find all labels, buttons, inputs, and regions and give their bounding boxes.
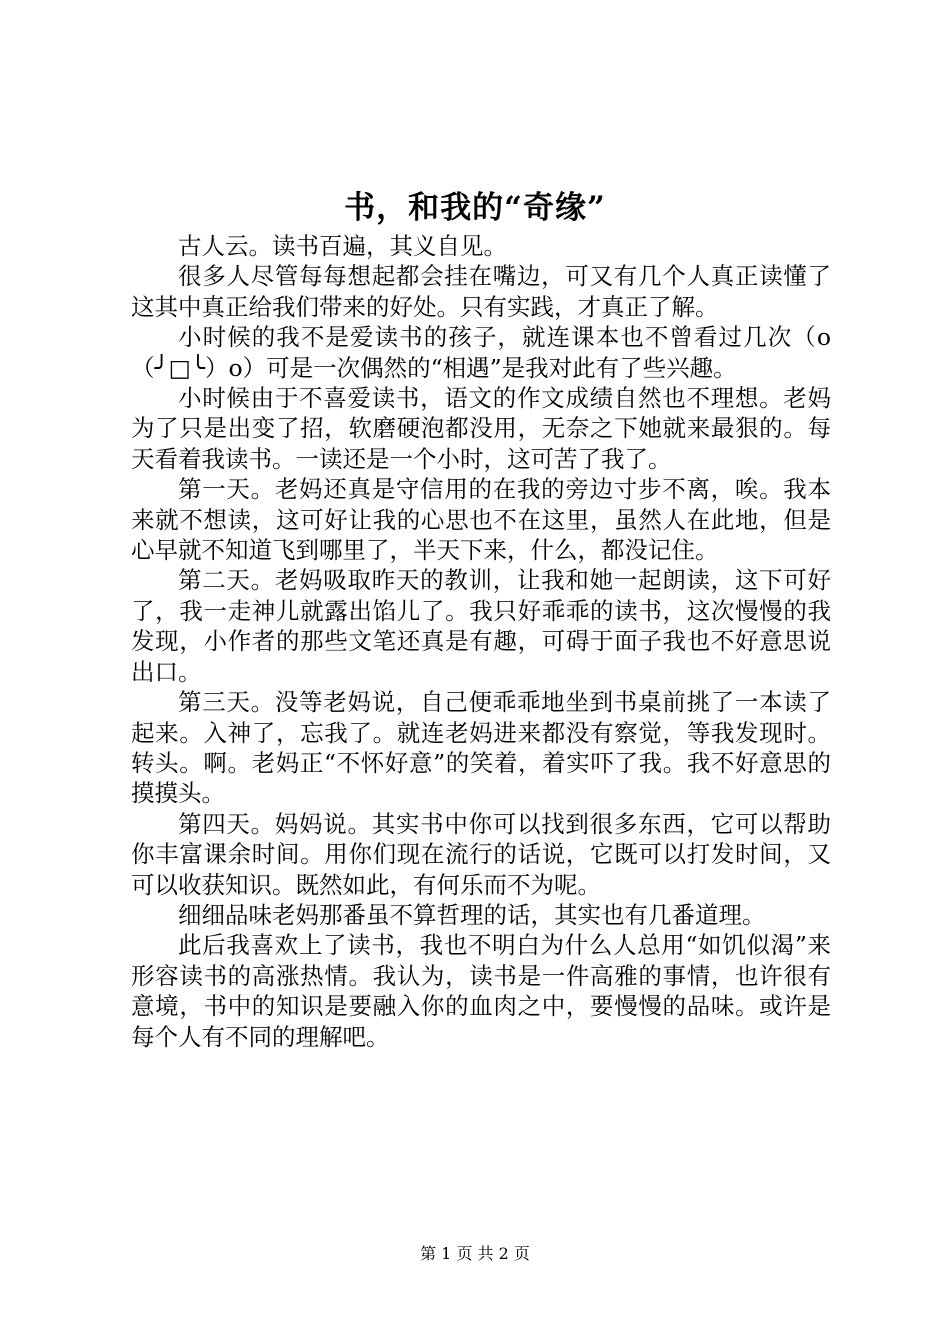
paragraph: 此后我喜欢上了读书，我也不明白为什么人总用“如饥似渴”来形容读书的高涨热情。我认为，读书是一件高雅的事情，也许很有意境，书中的知识是要融入你的血肉之中，要慢慢的品味。或许是每个人有不同的理解吧。 [131,931,831,1051]
paragraph: 第四天。妈妈说。其实书中你可以找到很多东西，它可以帮助你丰富课余时间。用你们现在流行的话说，它既可以打发时间，又可以收获知识。既然如此，有何乐而不为呢。 [131,809,831,899]
paragraph: 第二天。老妈吸取昨天的教训，让我和她一起朗读，这下可好了，我一走神儿就露出馅儿了。我只好乖乖的读书，这次慢慢的我发现，小作者的那些文笔还真是有趣，可碍于面子我也不好意思说出口。 [131,566,831,686]
paragraph: 第三天。没等老妈说，自己便乖乖地坐到书桌前挑了一本读了起来。入神了，忘我了。就连老妈进来都没有察觉，等我发现时。转头。啊。老妈正“不怀好意”的笑着，着实吓了我。我不好意思的摸摸头。 [131,688,831,808]
document-body [131,231,831,1052]
document-title: 书，和我的“奇缘” [344,190,606,226]
paragraph: 小时候的我不是爱读书的孩子，就连课本也不曾看过几次（o（╯□╰）o）可是一次偶然的“相遇”是我对此有了些兴趣。 [131,323,831,382]
paragraph: 很多人尽管每每想起都会挂在嘴边，可又有几个人真正读懂了这其中真正给我们带来的好处。只有实践，才真正了解。 [131,262,831,321]
page-footer: 第 1 页 共 2 页 [420,1244,530,1263]
paragraph: 细细品味老妈那番虽不算哲理的话，其实也有几番道理。 [178,900,766,929]
paragraph: 小时候由于不喜爱读书，语文的作文成绩自然也不理想。老妈为了只是出变了招，软磨硬泡都没用，无奈之下她就来最狠的。每天看着我读书。一读还是一个小时，这可苦了我了。 [131,384,831,473]
paragraph: 第一天。老妈还真是守信用的在我的旁边寸步不离，唉。我本来就不想读，这可好让我的心思也不在这里，虽然人在此地，但是心早就不知道飞到哪里了，半天下来，什么，都没记住。 [131,475,831,565]
paragraph: 古人云。读书百遍，其义自见。 [178,232,507,260]
